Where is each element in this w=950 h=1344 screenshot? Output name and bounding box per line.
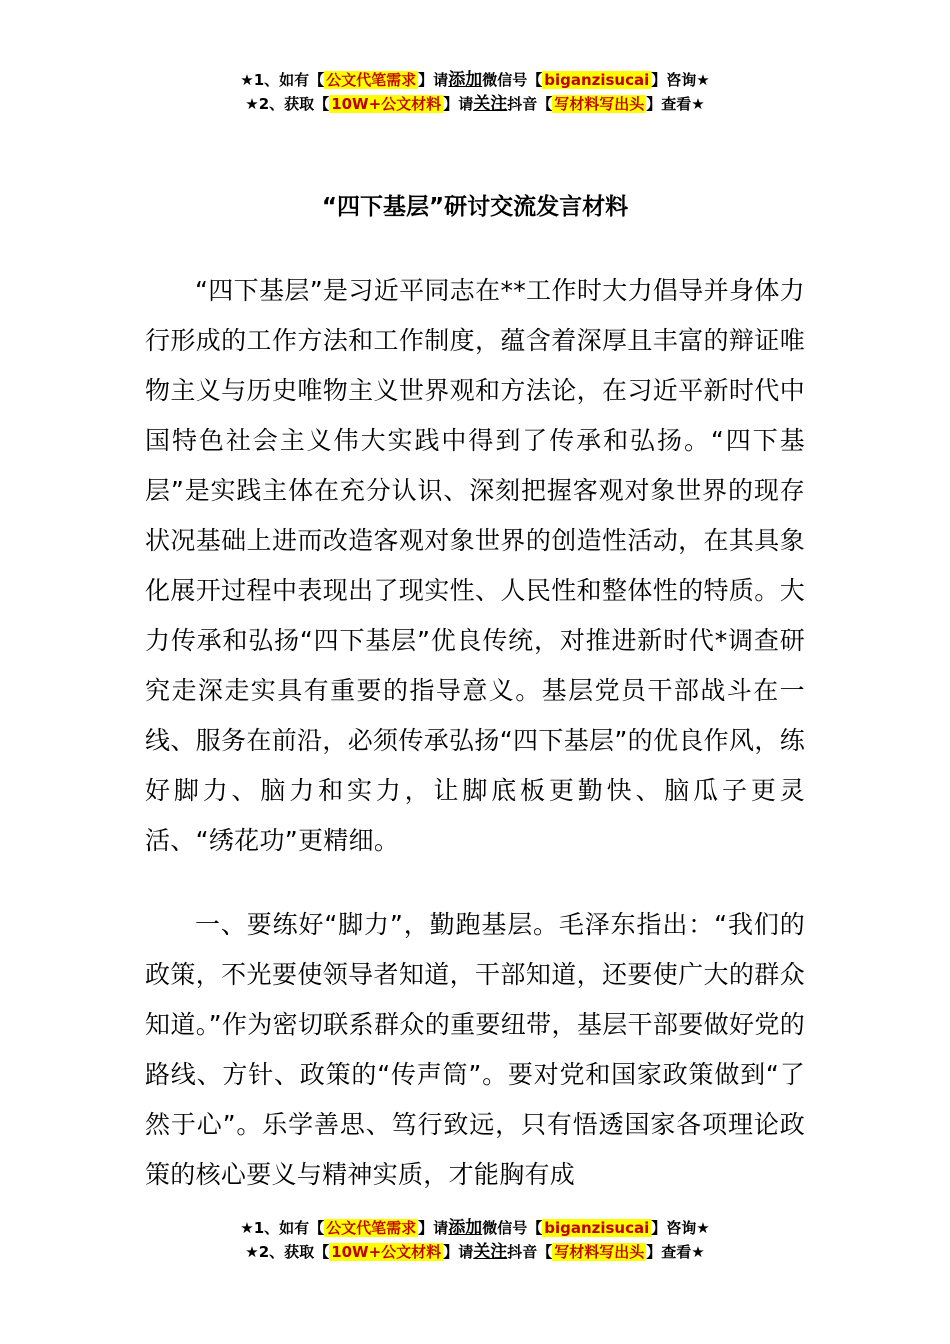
banner-emphasis: 添加 bbox=[448, 1218, 483, 1238]
banner-emphasis: 添加 bbox=[448, 70, 483, 90]
banner-line-1 bbox=[0, 1216, 950, 1240]
banner-text: 】请 bbox=[443, 95, 474, 113]
banner-highlight-douyin: 写材料写出头 bbox=[554, 95, 645, 113]
banner-text: 】请 bbox=[418, 71, 449, 89]
banner-line-2 bbox=[0, 1240, 950, 1264]
banner-highlight: 公文代笔需求 bbox=[326, 1219, 417, 1237]
banner-emphasis: 关注 bbox=[473, 94, 508, 114]
banner-line-2 bbox=[0, 92, 950, 116]
document-title: “四下基层”研讨交流发言材料 bbox=[321, 194, 629, 220]
banner-text: 】查看★ bbox=[646, 95, 705, 113]
header-banner bbox=[0, 68, 950, 116]
paragraph-intro: “四下基层”是习近平同志在**工作时大力倡导并身体力行形成的工作方法和工作制度，蕴含着深厚且丰富的辩证唯物主义与历史唯物主义世界观和方法论，在习近平新时代中国特色社会主义伟大实践中得到了传承和弘扬。“四下基层”是实践主体在充分认识、深刻把握客观对象世界的现存状况基础上进而改造客观对象世界的创造性活动，在其具象化展开过程中表现出了现实性、人民性和整体性的特质。大力传承和弘扬“四下基层”优良传统，对推进新时代*调查研究走深走实具有重要的指导意义。基层党员干部战斗在一线、服务在前沿，必须传承弘扬“四下基层”的优良作风，练好脚力、脑力和实力，让脚底板更勤快、脑瓜子更灵活、“绣花功”更精细。 bbox=[145, 276, 805, 855]
body-section-2 bbox=[145, 900, 805, 1200]
banner-text: 】请 bbox=[443, 1243, 474, 1261]
banner-line-1 bbox=[0, 68, 950, 92]
paragraph-section-one: 一、要练好“脚力”，勤跑基层。毛泽东指出：“我们的政策，不光要使领导者知道，干部知道，还要使广大的群众知道。”作为密切联系群众的重要纽带，基层干部要做好党的路线、方针、政策的“传声筒”。要对党和国家政策做到“了然于心”。乐学善思、笃行致远，只有悟透国家各项理论政策的核心要义与精神实质，才能胸有成 bbox=[145, 910, 805, 1189]
banner-text: 】咨询★ bbox=[651, 71, 710, 89]
footer-banner bbox=[0, 1216, 950, 1264]
banner-highlight: 10W+公文材料 bbox=[331, 1243, 442, 1261]
banner-emphasis: 关注 bbox=[473, 1242, 508, 1262]
banner-highlight: 公文代笔需求 bbox=[326, 71, 417, 89]
banner-text: ★2、获取【 bbox=[245, 1243, 330, 1261]
banner-text: ★1、如有【 bbox=[240, 1219, 325, 1237]
banner-text: 抖音【 bbox=[507, 95, 553, 113]
banner-text: 】请 bbox=[418, 1219, 449, 1237]
banner-text: 微信号【 bbox=[482, 71, 543, 89]
banner-text: 】咨询★ bbox=[651, 1219, 710, 1237]
banner-highlight: 10W+公文材料 bbox=[331, 95, 442, 113]
banner-highlight-wechat: biganzisucai bbox=[544, 1219, 650, 1237]
body-section-1 bbox=[145, 266, 805, 866]
banner-highlight-wechat: biganzisucai bbox=[544, 71, 650, 89]
banner-text: ★2、获取【 bbox=[245, 95, 330, 113]
banner-text: 】查看★ bbox=[646, 1243, 705, 1261]
banner-highlight-douyin: 写材料写出头 bbox=[554, 1243, 645, 1261]
banner-text: 微信号【 bbox=[482, 1219, 543, 1237]
banner-text: 抖音【 bbox=[507, 1243, 553, 1261]
banner-text: ★1、如有【 bbox=[240, 71, 325, 89]
